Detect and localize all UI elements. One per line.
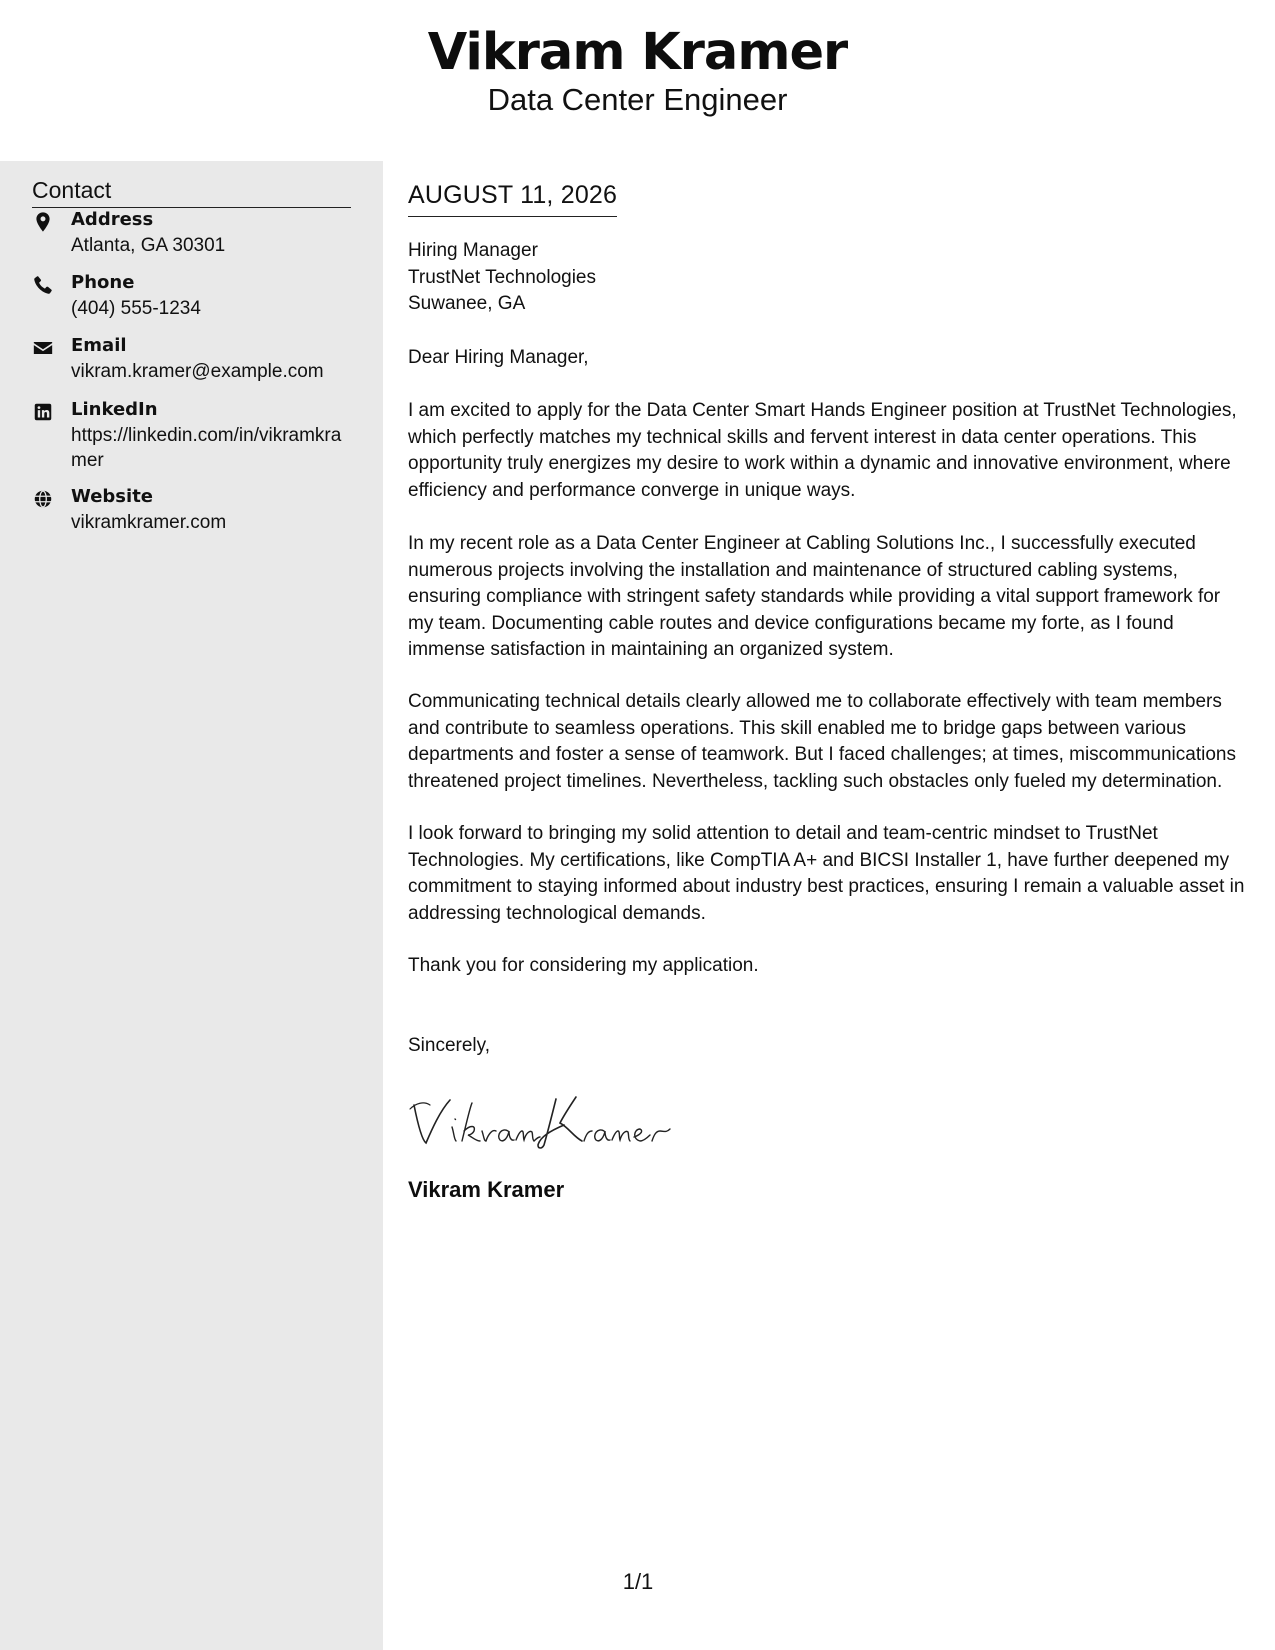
globe-icon <box>32 488 54 510</box>
contact-value: (404) 555-1234 <box>71 298 201 319</box>
handwritten-signature <box>408 1085 678 1155</box>
applicant-name: Vikram Kramer <box>427 23 848 82</box>
envelope-icon <box>32 337 54 359</box>
recipient-line: Suwanee, GA <box>408 293 526 314</box>
contact-label: LinkedIn <box>71 399 158 420</box>
contact-label: Email <box>71 335 127 356</box>
contact-label: Phone <box>71 272 135 293</box>
linkedin-icon <box>32 401 54 423</box>
page-number: 1/1 <box>622 1569 654 1594</box>
signer-name: Vikram Kramer <box>408 1177 565 1202</box>
contact-label: Website <box>71 486 154 507</box>
map-pin-icon <box>32 211 54 233</box>
phone-icon <box>32 274 54 296</box>
contact-value: vikramkramer.com <box>71 512 227 533</box>
contact-label: Address <box>71 209 154 230</box>
recipient-line: Hiring Manager <box>408 240 538 261</box>
contact-sidebar <box>0 161 383 1650</box>
letter-date: AUGUST 11, 2026 <box>408 179 617 217</box>
letter-paragraph: In my recent role as a Data Center Engineer at Cabling Solutions Inc., I successfully executed numerous projects involving the installation and maintenance of structured cabling systems, ensuring compliance with stringent safety standards while providing a vital support framework for my team. Documenting cable routes and device configurations became my forte, as I found immense satisfaction in maintaining an organized system. <box>408 533 1221 660</box>
salutation: Dear Hiring Manager, <box>408 347 589 368</box>
letter-paragraph: I am excited to apply for the Data Center Smart Hands Engineer position at TrustNet Technologies, which perfectly matches my technical skills and fervent interest in data center operations. This opportunity truly energizes my desire to work within a dynamic and innovative environment, where efficiency and performance converge in unique ways. <box>408 400 1237 501</box>
contact-heading: Contact <box>32 175 351 208</box>
letter-paragraph: Communicating technical details clearly allowed me to collaborate effectively with team members and contribute to seamless operations. This skill enabled me to bridge gaps between various departments and foster a sense of teamwork. But I faced challenges; at times, miscommunications threatened project timelines. Nevertheless, tackling such obstacles only fueled my determination. <box>408 691 1236 792</box>
resume-header <box>0 0 1275 160</box>
applicant-title: Data Center Engineer <box>487 82 788 117</box>
letter-paragraph: Thank you for considering my application. <box>408 955 759 976</box>
contact-value: https://linkedin.com/in/vikramkramer <box>71 425 342 471</box>
recipient-line: TrustNet Technologies <box>408 266 596 288</box>
contact-value: Atlanta, GA 30301 <box>71 235 226 256</box>
letter-paragraph: I look forward to bringing my solid attention to detail and team-centric mindset to TrustNet Technologies. My certifications, like CompTIA A+ and BICSI Installer 1, have further deepened my commitment to staying informed about industry best practices, ensuring I remain a valuable asset in addressing technological demands. <box>408 823 1245 924</box>
contact-value: vikram.kramer@example.com <box>71 361 324 382</box>
recipient-block <box>408 238 596 318</box>
closing: Sincerely, <box>408 1035 491 1056</box>
